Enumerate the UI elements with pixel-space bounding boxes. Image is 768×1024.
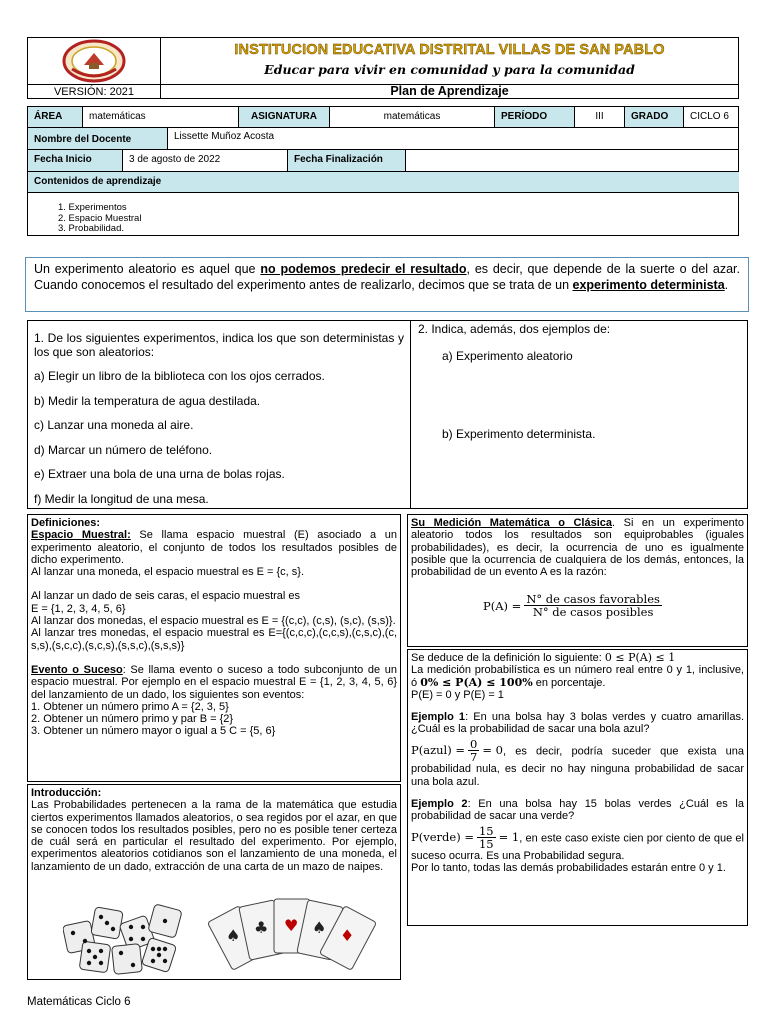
ejemplo-2-formula — [411, 825, 519, 851]
page-footer: Matemáticas Ciclo 6 — [27, 996, 131, 1008]
formula-lhs: P(A) = — [483, 598, 522, 613]
ineq-percent: 0% ≤ P(A) ≤ 100% — [420, 675, 533, 689]
medicion-box — [407, 514, 748, 647]
exercise-1 — [28, 321, 411, 508]
moneda-example: Al lanzar una moneda, el espacio muestral es E = {c, s}. — [31, 566, 305, 579]
docente-label: Nombre del Docente — [28, 128, 168, 150]
ineq-prob: 0 ≤ P(A) ≤ 1 — [604, 651, 676, 664]
evento-3: 3. Obtener un número mayor o igual a 5 C = {5, 6} — [31, 725, 276, 738]
pe-line: P(E) = 0 y P(E) = 1 — [411, 688, 504, 701]
grado-value: CICLO 6 — [684, 107, 739, 128]
exercise-2a: a) Experimento aleatorio — [442, 349, 573, 363]
title-area — [161, 38, 738, 84]
ejemplo-1-numerator: 0 — [470, 736, 478, 751]
exercise-2 — [412, 321, 747, 508]
plan-title: Plan de Aprendizaje — [390, 84, 509, 98]
introduccion-title: Introducción: — [31, 787, 102, 799]
ejemplo-1-fraction — [468, 738, 479, 764]
dos-monedas-example: Al lanzar dos monedas, el espacio muestral es E = {(c,c), (c,s), (s,c), (s,s)}. — [31, 615, 396, 628]
periodo-label: PERÍODO — [495, 107, 575, 128]
deduccion-intro: Se deduce de la definición lo siguiente: — [411, 652, 602, 664]
inicio-label: Fecha Inicio — [28, 150, 123, 172]
ejemplo-2-denominator: 15 — [478, 836, 494, 851]
list-item: c) Lanzar una moneda al aire. — [34, 418, 194, 432]
ejemplo-1-formula — [411, 738, 503, 764]
ejemplo-1-denominator: 7 — [470, 750, 478, 765]
ejemplo-1-label: Ejemplo 1 — [411, 711, 466, 724]
formula-fraction — [524, 593, 662, 619]
grado-label: GRADO — [625, 107, 684, 128]
banner-text: . — [724, 277, 729, 292]
inicio-value: 3 de agosto de 2022 — [123, 150, 288, 172]
medicion-text: . Si en un experimento aleatorio todos los resultados son equiprobables (iguales probabilidades), es decir, la ocurrencia de uno es igualmente posible que la ocurrencia de cualquiera de los demás, entonces, la probabilidad de un evento A es la razón: — [411, 517, 744, 579]
ejemplo-1-after: , es decir, podría suceder que exista una probabilidad nula, es decir no hay ninguna probabilidad de sacar una bola azul. — [411, 745, 744, 788]
exercise-2b: b) Experimento determinista. — [442, 427, 596, 441]
svg-text:♥: ♥ — [284, 916, 299, 935]
list-item: b) Medir la temperatura de agua destilada. — [34, 393, 261, 408]
playing-cards-image — [198, 897, 388, 975]
ejemplo-2-numerator: 15 — [478, 823, 494, 838]
ejemplo-2-rhs: = 1 — [498, 830, 520, 845]
ejemplo-1-text: : En una bolsa hay 3 bolas verdes y cuatro amarillas. ¿Cuál es la probabilidad de sacar una bola azul? — [411, 711, 744, 736]
docente-value: Lissette Muñoz Acosta — [168, 128, 739, 150]
contenidos-label: Contenidos de aprendizaje — [28, 172, 739, 193]
version-label: VERSIÓN: 2021 — [28, 85, 161, 99]
header-bottom-row — [28, 84, 738, 98]
introduccion-box — [27, 784, 401, 980]
list-item: 2. Espacio Muestral — [58, 212, 142, 224]
medicion-title: Su Medición Matemática o Clásica — [411, 517, 613, 529]
evento-2: 2. Obtener un número primo y par B = {2} — [31, 713, 234, 726]
exercise-2-prompt: 2. Indica, además, dos ejemplos de: — [418, 322, 611, 336]
asignatura-value: matemáticas — [330, 107, 495, 128]
list-item: a) Elegir un libro de la biblioteca con los ojos cerrados. — [34, 369, 325, 383]
evento-text: : Se llama evento o suceso a todo subconjunto de un espacio muestral. Por ejemplo en el espacio muestral E = {1, 2, 3, 4, 5, 6} del lanzamiento de un dado, los siguientes son eventos: — [31, 663, 397, 701]
banner-text: , es decir, que depende de la suerte o del azar. Cuando conocemos el resultado del experimento antes de realizarlo, decimos que se trata de un — [34, 262, 740, 292]
ejemplo-2-lhs: P(verde) = — [411, 830, 474, 845]
ejemplo-1-lhs: P(azul) = — [411, 743, 466, 758]
school-motto: Educar para vivir en comunidad y para la comunidad — [264, 62, 635, 77]
evento-1: 1. Obtener un número primo A = {2, 3, 5} — [31, 700, 229, 713]
deduccion-o: ó — [411, 676, 418, 689]
school-crest-icon — [62, 39, 126, 83]
dice-image — [63, 903, 183, 975]
list-item: e) Extraer una bola de una urna de bolas rojas. — [34, 467, 285, 481]
school-logo — [28, 38, 161, 84]
ejemplo-2-fraction — [477, 825, 496, 851]
deduccion-box — [407, 649, 748, 926]
svg-text:♦: ♦ — [340, 926, 355, 945]
ejemplo-2-text: : En una bolsa hay 15 bolas verdes ¿Cuál es la probabilidad de sacar una verde? — [411, 797, 744, 823]
deduccion-text-2: en porcentaje. — [535, 676, 606, 689]
contenidos-list — [58, 203, 141, 235]
banner-text: Un experimento aleatorio es aquel que — [34, 262, 261, 276]
list-item: 1. Experimentos — [58, 202, 127, 213]
banner-emphasis: no podemos predecir el resultado — [260, 262, 467, 276]
definition-banner — [25, 257, 749, 312]
espacio-muestral-text: Se llama espacio muestral (E) asociado a un experimento aleatorio, el conjunto de todos los resultados posibles de dicho experimento. — [31, 529, 398, 566]
fin-label: Fecha Finalización — [288, 150, 406, 172]
dado-intro: Al lanzar un dado de seis caras, el espacio muestral es — [31, 590, 301, 603]
tres-monedas-example: Al lanzar tres monedas, el espacio muestral es E={(c,c,c),(c,c,s),(c,s,c),(c,s,s),(s,c,c),(s,c,s),(s,s,c),(s,s,s)} — [31, 627, 397, 652]
document-header — [27, 37, 739, 99]
conclusion: Por lo tanto, todas las demás probabilidades estarán entre 0 y 1. — [411, 862, 726, 875]
dado-set: E = {1, 2, 3, 4, 5, 6} — [31, 602, 126, 615]
evento-term: Evento o Suceso — [31, 663, 123, 676]
ejemplo-2-after: , en este caso existe cien por ciento de que el suceso ocurra. Es una Probabilidad segura. — [411, 832, 744, 863]
school-name: INSTITUCION EDUCATIVA DISTRITAL VILLAS DE SAN PABLO — [234, 42, 665, 58]
svg-text:♠: ♠ — [312, 918, 327, 937]
exercise-1-prompt: 1. De los siguientes experimentos, indica los que son deterministas y los que son aleatorios: — [34, 331, 404, 359]
formula-numerator: N° de casos favorables — [526, 592, 660, 606]
area-label: ÁREA — [28, 107, 83, 128]
probability-formula — [483, 593, 665, 619]
list-item: d) Marcar un número de teléfono. — [34, 442, 213, 457]
asignatura-label: ASIGNATURA — [239, 107, 330, 128]
list-item: f) Medir la longitud de una mesa. — [34, 491, 209, 506]
introduccion-text: Las Probabilidades pertenecen a la rama de la matemática que estudia ciertos experimentos llamados aleatorios, o sea regidos por el azar, en que se conocen todos los resultados posibles, pero no es posible tener certeza de cuál será en particular el resultado del experimento. Por ejemplo, experimentos aleatorios cotidianos son el lanzamiento de una moneda, el lanzamiento de un dado, extracción de una carta de un mazo de naipes. — [31, 799, 397, 873]
deduccion-text-1: La medición probabilística es un número real entre 0 y 1, inclusive, — [411, 664, 744, 677]
definiciones-title: Definiciones: — [31, 517, 101, 529]
svg-text:♠: ♠ — [226, 926, 241, 945]
exercises-table — [27, 320, 748, 509]
banner-emphasis: experimento determinista — [572, 277, 725, 292]
list-item: 3. Probabilidad. — [58, 223, 125, 234]
fin-value — [406, 150, 739, 172]
definiciones-box — [27, 514, 401, 782]
espacio-muestral-term: Espacio Muestral: — [31, 529, 131, 542]
ejemplo-2-label: Ejemplo 2 — [411, 797, 468, 810]
periodo-value: III — [575, 107, 625, 128]
formula-denominator: N° de casos posibles — [532, 605, 654, 620]
ejemplo-1-rhs: = 0 — [482, 743, 503, 758]
info-table — [27, 106, 739, 236]
area-value: matemáticas — [83, 107, 239, 128]
svg-text:♣: ♣ — [254, 918, 269, 937]
